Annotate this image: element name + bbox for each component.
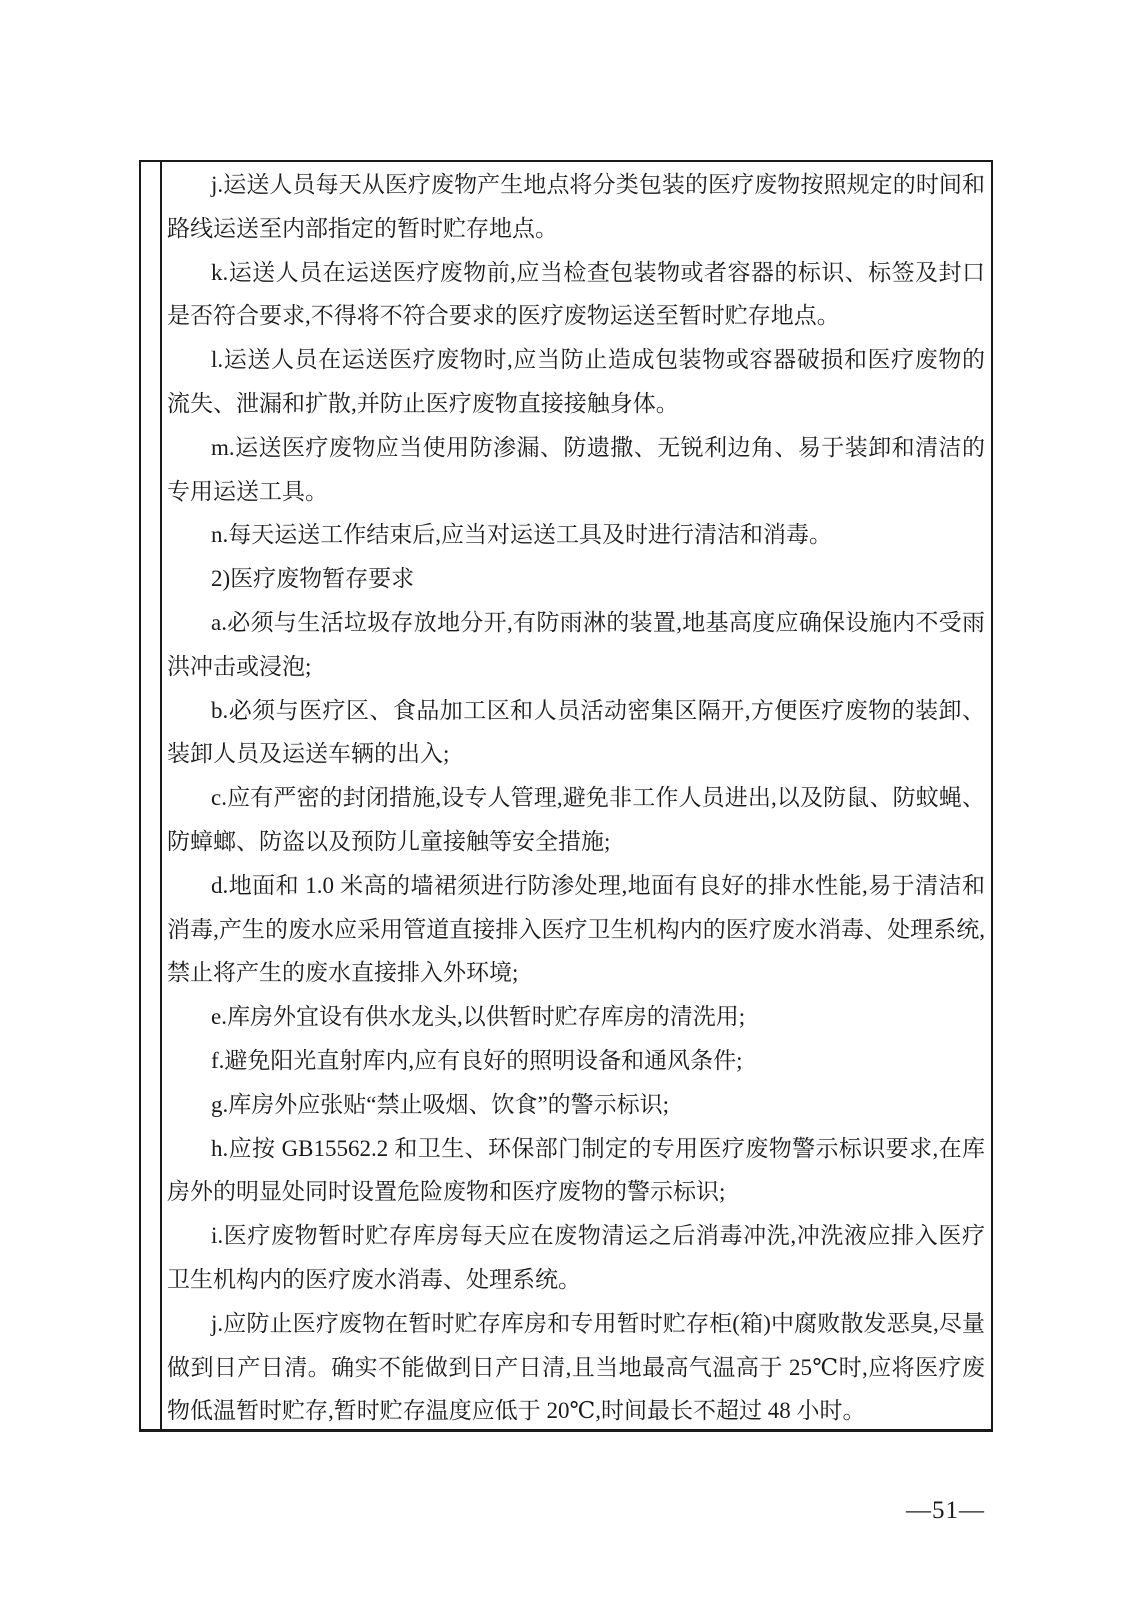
document-table: [139, 160, 993, 1432]
paragraph: b.必须与医疗区、食品加工区和人员活动密集区隔开,方便医疗废物的装卸、装卸人员及运送车辆的出入;: [167, 697, 985, 767]
paragraph: m.运送医疗废物应当使用防渗漏、防遗撒、无锐利边角、易于装卸和清洁的专用运送工具。: [167, 434, 985, 504]
table-left-cell: [141, 162, 162, 1429]
paragraph: i.医疗废物暂时贮存库房每天应在废物清运之后消毒冲洗,冲洗液应排入医疗卫生机构内的医疗废水消毒、处理系统。: [167, 1223, 985, 1292]
paragraph: d.地面和 1.0 米高的墙裙须进行防渗处理,地面有良好的排水性能,易于清洁和消毒,产生的废水应采用管道直接排入医疗卫生机构内的医疗废水消毒、处理系统,禁止将产生的废水直接排入外环境;: [167, 872, 985, 986]
paragraph: g.库房外应张贴“禁止吸烟、饮食”的警示标识;: [211, 1091, 670, 1117]
paragraph: k.运送人员在运送医疗废物前,应当检查包装物或者容器的标识、标签及封口是否符合要求,不得将不符合要求的医疗废物运送至暂时贮存地点。: [167, 259, 985, 329]
page-number: —51—: [906, 1497, 985, 1524]
paragraph: f.避免阳光直射库内,应有良好的照明设备和通风条件;: [211, 1047, 743, 1073]
paragraph: a.必须与生活垃圾存放地分开,有防雨淋的装置,地基高度应确保设施内不受雨洪冲击或浸泡;: [167, 609, 985, 679]
table-content-cell: [162, 162, 991, 1429]
paragraph: h.应按 GB15562.2 和卫生、环保部门制定的专用医疗废物警示标识要求,在库房外的明显处同时设置危险废物和医疗废物的警示标识;: [167, 1135, 985, 1205]
paragraph: e.库房外宜设有供水龙头,以供暂时贮存库房的清洗用;: [211, 1004, 746, 1030]
paragraph: c.应有严密的封闭措施,设专人管理,避免非工作人员进出,以及防鼠、防蚊蝇、防蟑螂、防盗以及预防儿童接触等安全措施;: [167, 785, 985, 854]
paragraph: n.每天运送工作结束后,应当对运送工具及时进行清洁和消毒。: [211, 522, 832, 548]
paragraph: l.运送人员在运送医疗废物时,应当防止造成包装物或容器破损和医疗废物的流失、泄漏和扩散,并防止医疗废物直接接触身体。: [167, 347, 985, 416]
paragraph: j.应防止医疗废物在暂时贮存库房和专用暂时贮存柜(箱)中腐败散发恶臭,尽量做到日产日清。确实不能做到日产日清,且当地最高气温高于 25℃时,应将医疗废物低温暂时贮存,暂时贮存温度应低于 20℃,时间最长不超过 48 小时。: [167, 1310, 985, 1424]
paragraph: j.运送人员每天从医疗废物产生地点将分类包装的医疗废物按照规定的时间和路线运送至内部指定的暂时贮存地点。: [167, 172, 985, 241]
paragraph-section-heading: 2)医疗废物暂存要求: [211, 566, 415, 592]
